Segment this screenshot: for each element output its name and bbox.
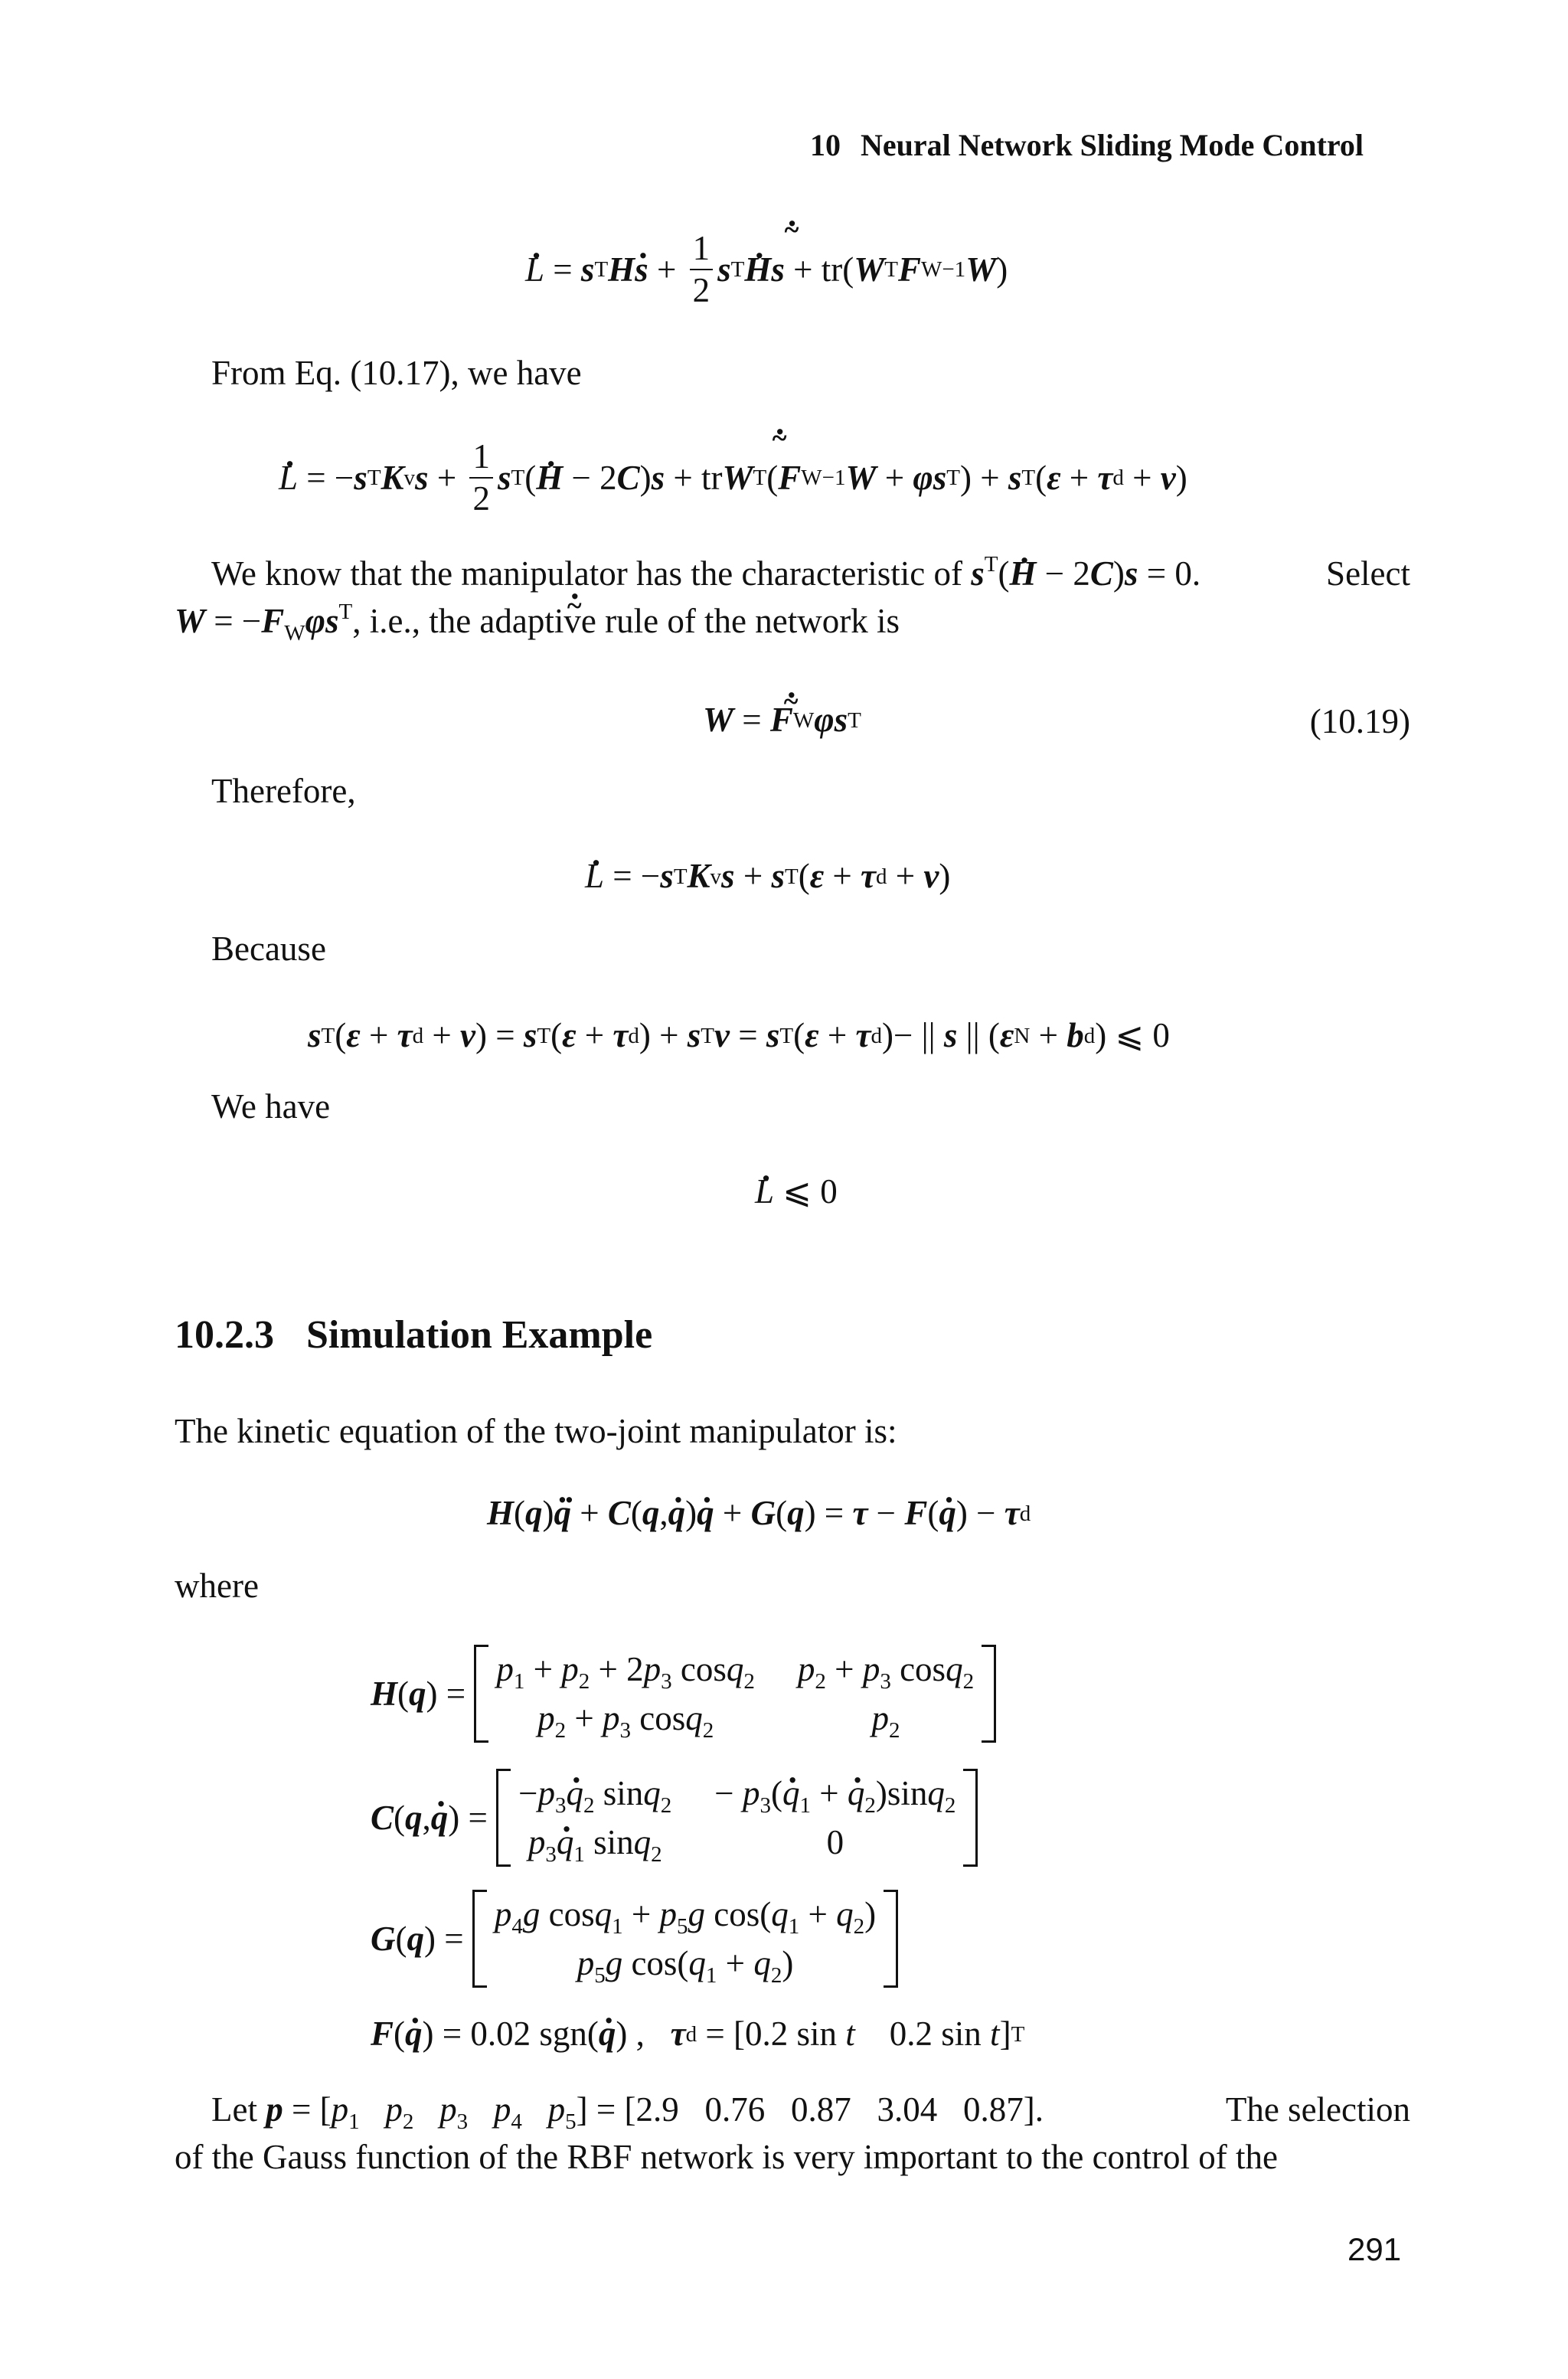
chapter-title: Neural Network Sliding Mode Control (861, 128, 1364, 162)
paragraph-let-line2: of the Gauss function of the RBF network is very important to the control of the (175, 2138, 1278, 2176)
equation-lyapunov-reduced: L · = − s T K v s + s T ( ε + τ d + v ) (585, 859, 950, 894)
paragraph-characteristic-line2: ~ W · = $-F_W\varphi s^T$, i.e., the adaptive rule of the network is (175, 597, 900, 645)
p-values: [2.9 0.76 0.87 3.04 0.87]. (624, 2090, 1044, 2129)
section-title: Simulation Example (306, 1313, 653, 1357)
chapter-number: 10 (810, 128, 841, 162)
equation-number: (10.19) (1309, 702, 1410, 740)
matrix-H: H ( q ) = $p_1 + p_2 + 2p_3$ cosq$_2$ $p_2 + p_3$ cosq$_2$ $p_2 + p_3$ cosq$_2$ $p_2$ (371, 1645, 996, 1743)
running-header (810, 127, 1364, 163)
matrix-G: G ( q ) = $p_4g$ $\cos q_1 + p_5g$ $\cos(q_1 + q_2)$ $p_5g$ $\cos(q_1 + q_2)$ (371, 1890, 898, 1988)
text-selection: The selection (1225, 2090, 1410, 2129)
text-we-know: We know that the manipulator has the characteristic of $s^T(H$ · − 2C)s = 0. (211, 550, 1200, 597)
equation-lyapunov-expanded: L · = − s T K v s + $\frac{1}{2}$ s T ( H · − 2 C ) s + tr ~ W T ( F W −1 ~ W · + φs T ) + s T ( ε + τ d + v ) (279, 440, 1187, 516)
text-therefore: Therefore, (211, 772, 356, 810)
section-heading (175, 1312, 652, 1358)
text-from-eq: From Eq. (10.17), we have (211, 354, 582, 392)
equation-lyapunov-derivative: L · = s T H s · + $\frac{1}{2}$ s T H · s + tr( ~ W T F W −1 ~ W · ) (525, 231, 1008, 308)
equation-friction-disturbance: F ( q · ) = 0.02 sgn( q · ) , τ d = [0.2 sin t 0.2 sin t ] T (371, 2017, 1024, 2051)
equation-bound: s T ( ε + τ d + v ) = s T ( ε + τ d ) + s T v = s T ( ε + τ d )− || s || ( ε N + b d ) ⩽ 0 (308, 1016, 1170, 1054)
text-we-have: We have (211, 1087, 331, 1126)
text-kinetic-intro: The kinetic equation of the two-joint manipulator is: (175, 1412, 897, 1450)
section-number: 10.2.3 (175, 1313, 274, 1357)
equation-negative-semidefinite: L · ⩽ 0 (755, 1175, 838, 1209)
text-select: Select (1326, 554, 1410, 593)
text-let: Let $p = [p_1$ $p_2$ $p_3$ $p_4$ $p_5] = [2.9$ 0.76 0.87 3.04 0.87]. (211, 2090, 1044, 2134)
paragraph-characteristic-line1 (211, 550, 1410, 597)
equation-dynamics: H ( q ) q ·· + C ( q , q · ) q · + G ( q ) = τ − F ( q · ) − τ d (487, 1496, 1031, 1531)
page-number: 291 (1348, 2231, 1402, 2267)
paragraph-let-line1 (211, 2086, 1410, 2133)
matrix-C: C ( q , q · ) = $-p_3q \cdot_2$ sinq$_2$ − $p_3(q \cdot_1 + q \cdot_2)\sin q_2$ $p_3q \cdot_1$ sinq$_2$ 0 (371, 1769, 978, 1867)
equation-adaptive-rule: ~ W · = F W φs T (703, 703, 861, 737)
text-where: where (175, 1567, 259, 1605)
text-because: Because (211, 930, 326, 968)
